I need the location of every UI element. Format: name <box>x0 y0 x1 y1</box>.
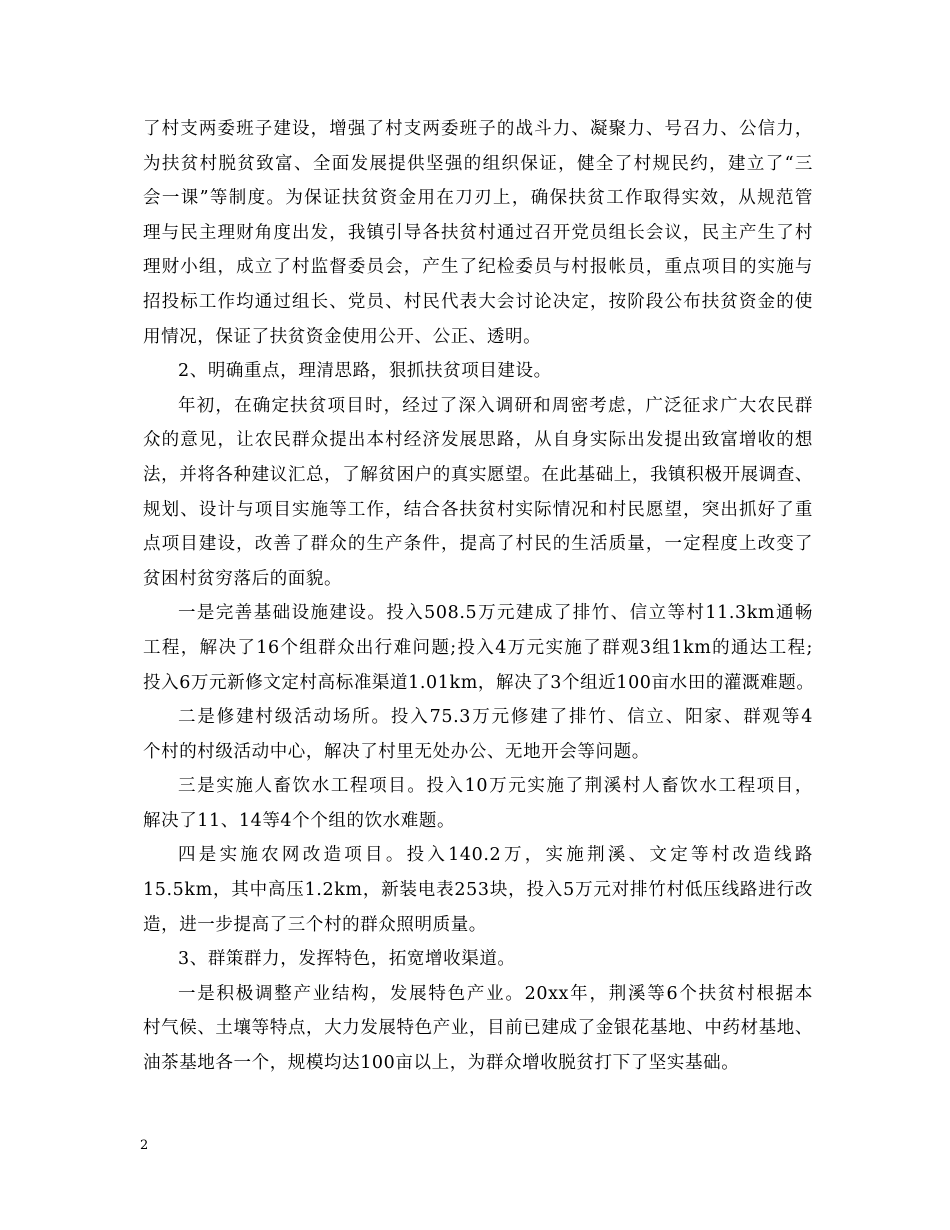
text-line: 为扶贫村脱贫致富、全面发展提供坚强的组织保证，健全了村规民约，建立了“三 <box>143 153 813 174</box>
text-line: 造，进一步提高了三个村的群众照明质量。 <box>143 914 487 935</box>
text-line: 3、群策群力，发挥特色，拓宽增收渠道。 <box>178 949 516 970</box>
text-line: 理财小组，成立了村监督委员会，产生了纪检委员与村报帐员，重点项目的实施与 <box>143 257 813 278</box>
text-line: 村气候、土壤等特点，大力发展特色产业，目前已建成了金银花基地、中药材基地、 <box>143 1018 813 1039</box>
text-line: 解决了11、14等4个个组的饮水难题。 <box>143 810 456 831</box>
text-line: 一是完善基础设施建设。投入508.5万元建成了排竹、信立等村11.3km通畅 <box>178 603 813 624</box>
text-line: 众的意见，让农民群众提出本村经济发展思路，从自身实际出发提出致富增收的想 <box>143 430 813 451</box>
text-line: 四是实施农网改造项目。投入140.2万，实施荆溪、文定等村改造线路 <box>178 845 813 866</box>
text-line: 法，并将各种建议汇总，了解贫困户的真实愿望。在此基础上，我镇积极开展调查、 <box>143 464 813 485</box>
page-number: 2 <box>140 1138 149 1153</box>
text-line: 个村的村级活动中心，解决了村里无处办公、无地开会等问题。 <box>143 741 650 762</box>
text-line: 三是实施人畜饮水工程项目。投入10万元实施了荆溪村人畜饮水工程项目， <box>178 776 813 797</box>
text-line: 投入6万元新修文定村高标准渠道1.01km，解决了3个组近100亩水田的灌溉难题。 <box>143 672 815 693</box>
text-line: 理与民主理财角度出发，我镇引导各扶贫村通过召开党员组长会议，民主产生了村 <box>143 222 813 243</box>
text-line: 招投标工作均通过组长、党员、村民代表大会讨论决定，按阶段公布扶贫资金的使 <box>143 291 813 312</box>
body-text <box>143 112 813 1081</box>
text-line: 15.5km，其中高压1.2km，新装电表253块，投入5万元对排竹村低压线路进行改 <box>143 880 813 901</box>
text-line: 了村支两委班子建设，增强了村支两委班子的战斗力、凝聚力、号召力、公信力， <box>143 119 813 139</box>
text-line: 年初，在确定扶贫项目时，经过了深入调研和周密考虑，广泛征求广大农民群 <box>178 395 813 416</box>
text-line: 用情况，保证了扶贫资金使用公开、公正、透明。 <box>143 326 542 347</box>
text-line: 点项目建设，改善了群众的生产条件，提高了村民的生活质量，一定程度上改变了 <box>143 534 813 555</box>
text-line: 二是修建村级活动场所。投入75.3万元修建了排竹、信立、阳家、群观等4 <box>178 707 813 728</box>
text-line: 工程，解决了16个组群众出行难问题;投入4万元实施了群观3组1km的通达工程; <box>143 637 813 658</box>
text-line: 贫困村贫穷落后的面貌。 <box>143 568 343 589</box>
text-line: 一是积极调整产业结构，发展特色产业。20xx年，荆溪等6个扶贫村根据本 <box>178 983 813 1004</box>
text-line: 规划、设计与项目实施等工作，结合各扶贫村实际情况和村民愿望，突出抓好了重 <box>143 499 813 520</box>
text-line: 2、明确重点，理清思路，狠抓扶贫项目建设。 <box>178 361 552 382</box>
text-line: 油茶基地各一个，规模均达100亩以上，为群众增收脱贫打下了坚实基础。 <box>143 1053 740 1074</box>
text-line: 会一课”等制度。为保证扶贫资金用在刀刃上，确保扶贫工作取得实效，从规范管 <box>143 188 813 209</box>
